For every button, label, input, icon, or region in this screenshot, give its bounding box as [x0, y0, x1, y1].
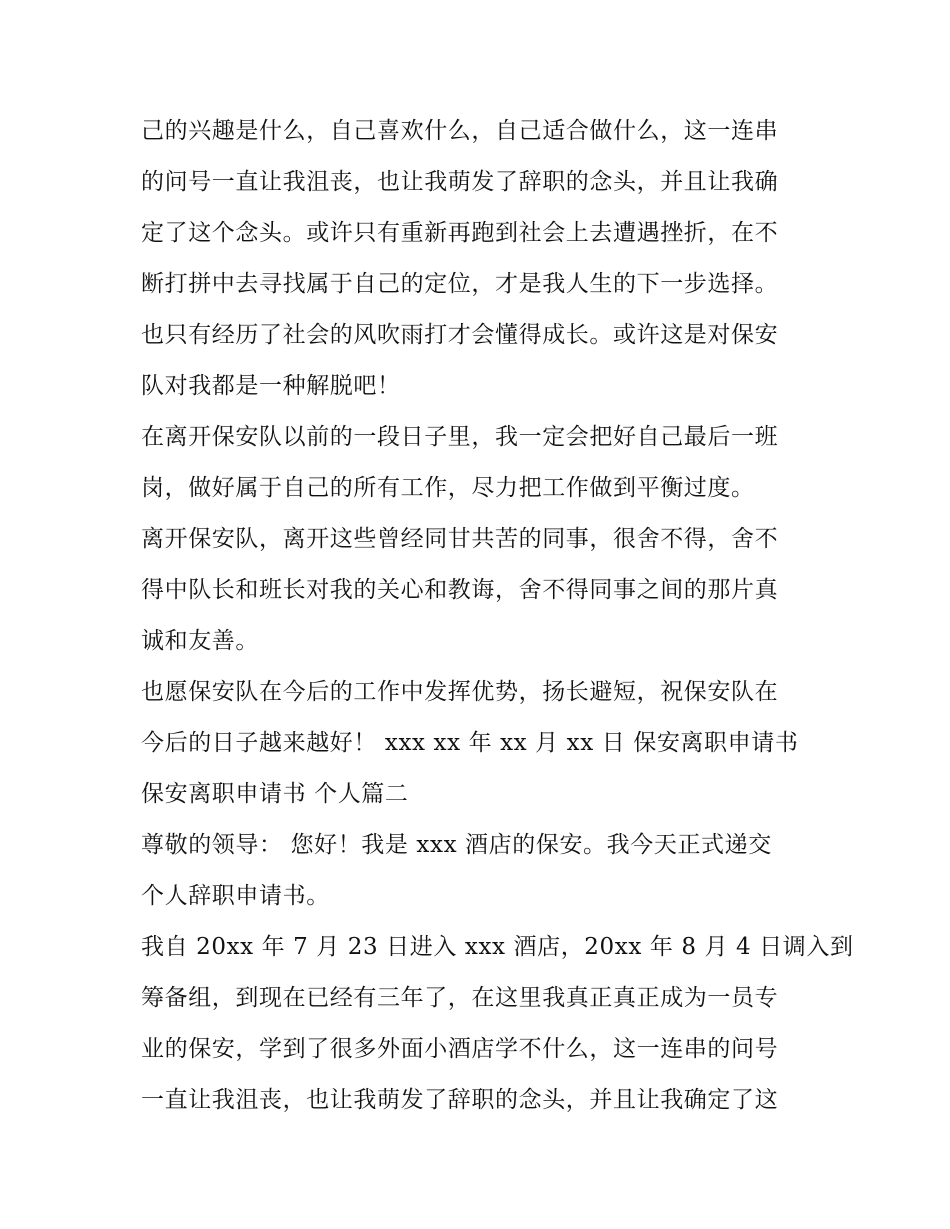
text-line: 个人辞职申请书。 [141, 883, 330, 909]
text-line: 今后的日子越来越好！ xxx xx 年 xx 月 xx 日 保安离职申请书 [141, 730, 799, 756]
text-line: 队对我都是一种解脱吧！ [141, 373, 401, 399]
text-line: 诚和友善。 [141, 628, 259, 654]
text-line: 断打拼中去寻找属于自己的定位，才是我人生的下一步选择。 [141, 271, 779, 297]
text-line: 一直让我沮丧，也让我萌发了辞职的念头，并且让我确定了这 [141, 1087, 779, 1113]
text-line: 筹备组，到现在已经有三年了，在这里我真正真正成为一员专 [141, 985, 779, 1011]
text-line: 得中队长和班长对我的关心和教诲，舍不得同事之间的那片真 [141, 577, 779, 603]
text-line: 尊敬的领导： 您好！我是 xxx 酒店的保安。我今天正式递交 [141, 832, 772, 858]
text-line: 也愿保安队在今后的工作中发挥优势，扬长避短，祝保安队在 [141, 679, 779, 705]
text-line: 定了这个念头。或许只有重新再跑到社会上去遭遇挫折，在不 [141, 220, 779, 246]
document-body [141, 106, 854, 1126]
text-line: 离开保安队，离开这些曾经同甘共苦的同事，很舍不得，舍不 [141, 526, 779, 552]
text-line: 保安离职申请书 个人篇二 [141, 781, 409, 807]
text-line: 岗，做好属于自己的所有工作，尽力把工作做到平衡过度。 [141, 475, 755, 501]
text-line: 在离开保安队以前的一段日子里，我一定会把好自己最后一班 [141, 424, 779, 450]
text-line: 的问号一直让我沮丧，也让我萌发了辞职的念头，并且让我确 [141, 169, 779, 195]
text-line: 己的兴趣是什么，自己喜欢什么，自己适合做什么，这一连串 [141, 118, 779, 144]
text-line: 业的保安，学到了很多外面小酒店学不什么，这一连串的问号 [141, 1036, 779, 1062]
text-line: 也只有经历了社会的风吹雨打才会懂得成长。或许这是对保安 [141, 322, 779, 348]
text-line: 我自 20xx 年 7 月 23 日进入 xxx 酒店，20xx 年 8 月 4 日调入到 [141, 934, 854, 960]
